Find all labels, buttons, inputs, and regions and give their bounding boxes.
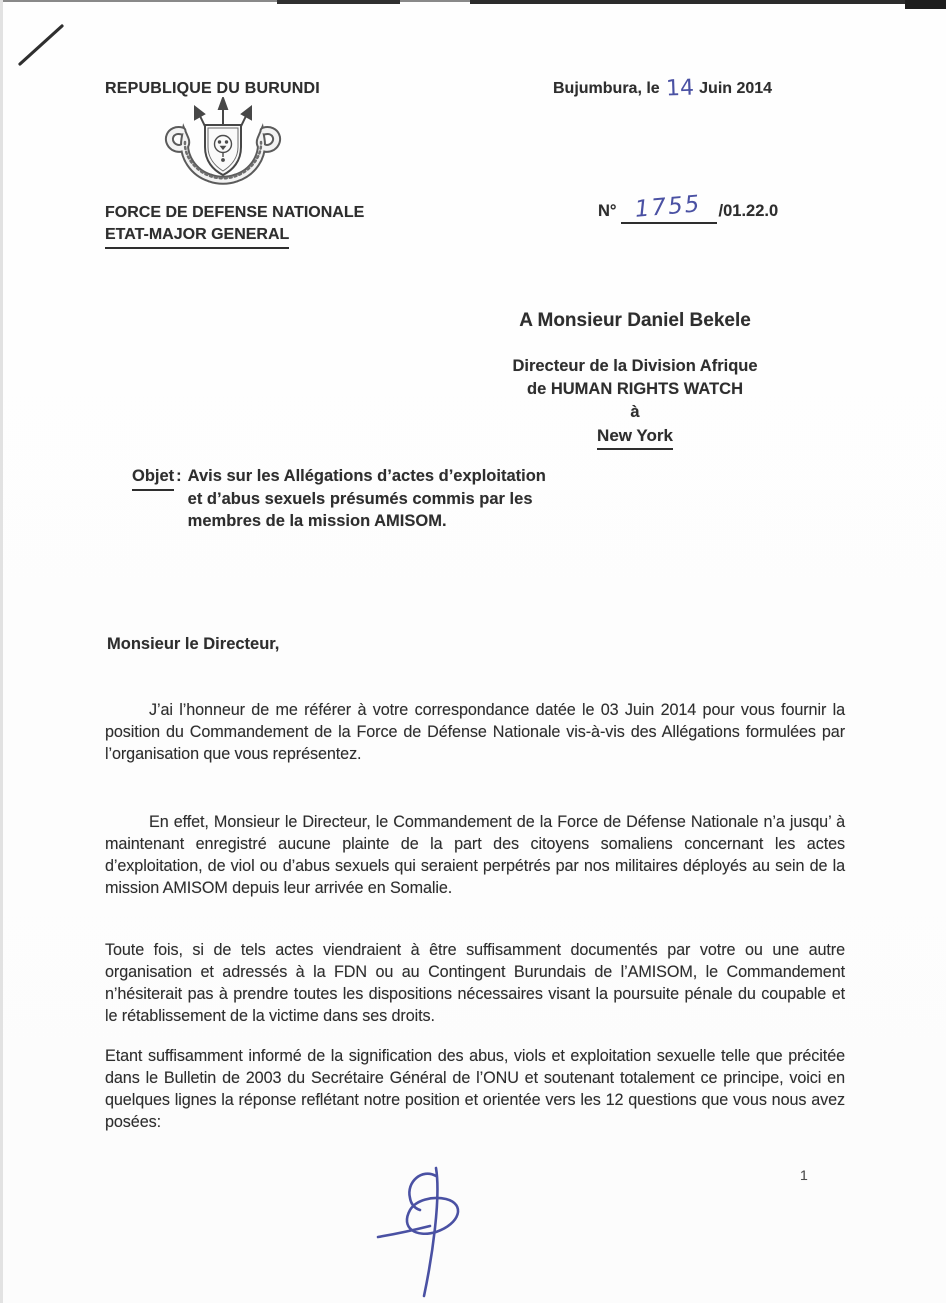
subject-line: et d’abus sexuels présumés commis par les bbox=[187, 489, 533, 508]
subject-colon: : bbox=[176, 467, 182, 485]
subject-line: membres de la mission AMISOM. bbox=[187, 512, 447, 530]
date-prefix: Bujumbura, le bbox=[553, 80, 660, 97]
scan-artifact-top-segment bbox=[277, 0, 400, 4]
page-number: 1 bbox=[800, 1167, 808, 1183]
date-suffix: Juin 2014 bbox=[699, 80, 773, 97]
republic-title: REPUBLIQUE DU BURUNDI bbox=[105, 80, 320, 97]
addressee-title: Directeur de la Division Afrique bbox=[512, 357, 758, 375]
subject-line: Avis sur les Allégations d’actes d’exploitation bbox=[187, 467, 546, 485]
ref-prefix: N° bbox=[598, 202, 617, 220]
staff-title: ETAT-MAJOR GENERAL bbox=[105, 224, 289, 249]
handwritten-date: 14 bbox=[665, 75, 695, 102]
signature-paraph-icon bbox=[358, 1158, 498, 1301]
ref-underline bbox=[621, 191, 717, 224]
salutation: Monsieur le Directeur, bbox=[107, 635, 280, 653]
scan-artifact-top-right-corner bbox=[905, 0, 946, 9]
handwritten-ref-number: 1755 bbox=[634, 191, 703, 223]
scan-artifact-left-edge bbox=[0, 0, 3, 1303]
burundi-coat-of-arms-icon bbox=[157, 97, 289, 205]
pen-stroke-icon bbox=[16, 22, 66, 68]
body-paragraph: En effet, Monsieur le Directeur, le Commandement de la Force de Défense Nationale n’a jusqu’ à maintenant enregistré aucune plainte de la part des citoyens somaliens concernant les actes d’exploitation, de viol ou d’abus sexuels qui seraient perpétrés par nos militaires déployés au sein de la mission AMISOM depuis leur arrivée en Somalie. bbox=[105, 813, 845, 897]
date-line bbox=[553, 75, 773, 102]
subject-label: Objet bbox=[132, 465, 174, 491]
body-paragraph: Toute fois, si de tels actes viendraient à être suffisamment documentés par votre ou une autre organisation et adressés à la FDN ou au Contingent Burundais de l’AMISOM, le Commandement n’hésiterait pas à prendre toutes les dispositions nécessaires visant la poursuite pénale du coupable et le rétablissement de la victime dans ses droits. bbox=[105, 941, 845, 1025]
body-paragraph: J’ai l’honneur de me référer à votre correspondance datée le 03 Juin 2014 pour vous fournir la position du Commandement de la Force de Défense Nationale vis-à-vis des Allégations formulées par l’organisation que vous représentez. bbox=[105, 701, 845, 763]
addressee-city: New York bbox=[597, 424, 673, 450]
addressee-block bbox=[450, 310, 820, 450]
addressee-organization: de HUMAN RIGHTS WATCH bbox=[526, 380, 743, 398]
addressee-name: A Monsieur Daniel Bekele bbox=[519, 310, 751, 331]
reference-line bbox=[598, 191, 779, 224]
scan-artifact-top-segment bbox=[470, 0, 946, 4]
ref-suffix: /01.22.0 bbox=[718, 202, 779, 220]
addressee-at: à bbox=[630, 403, 640, 421]
force-title: FORCE DE DEFENSE NATIONALE bbox=[105, 204, 365, 221]
body-paragraph: Etant suffisamment informé de la signification des abus, viols et exploitation sexuelle telle que précitée dans le Bulletin de 2003 du Secrétaire Général de l’ONU et soutenant totalement ce principe, voici en quelques lignes la réponse reflétant notre position et orientée vers les 12 questions que vous nous avez posées: bbox=[105, 1047, 845, 1131]
subject-block bbox=[132, 465, 546, 533]
